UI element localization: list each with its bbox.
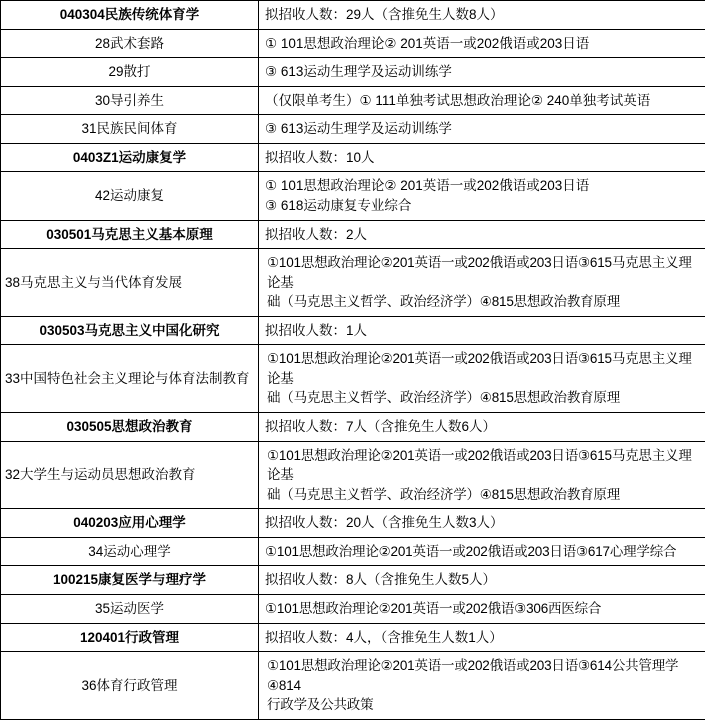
major-name-cell: 030501马克思主义基本原理 <box>1 220 259 249</box>
direction-cell: 38马克思主义与当代体育发展 <box>1 249 259 317</box>
table-row <box>1 509 705 538</box>
table-row <box>1 58 705 87</box>
detail-line: 拟招收人数：8人（含推免生人数5人） <box>265 570 699 590</box>
detail-line: 拟招收人数：7人（含推免生人数6人） <box>265 417 699 437</box>
detail-cell <box>259 29 705 58</box>
direction-cell: 33中国特色社会主义理论与体育法制教育 <box>1 345 259 413</box>
direction-cell: 36体育行政管理 <box>1 652 259 720</box>
direction-cell: 29散打 <box>1 58 259 87</box>
table-row <box>1 316 705 345</box>
detail-line: 拟招收人数：2人 <box>265 225 699 245</box>
major-name-cell: 040304民族传统体育学 <box>1 1 259 30</box>
table-row <box>1 172 705 220</box>
detail-line: 拟招收人数：1人 <box>265 321 699 341</box>
table-row <box>1 441 705 509</box>
direction-cell: 31民族民间体育 <box>1 115 259 144</box>
detail-line: 拟招收人数：29人（含推免生人数8人） <box>265 5 699 25</box>
detail-line: ③ 613运动生理学及运动训练学 <box>265 62 699 82</box>
detail-cell <box>259 115 705 144</box>
detail-line: ③ 613运动生理学及运动训练学 <box>265 119 699 139</box>
detail-cell <box>259 1 705 30</box>
detail-cell <box>259 220 705 249</box>
major-name-cell: 0403Z1运动康复学 <box>1 143 259 172</box>
detail-line: （仅限单考生）① 111单独考试思想政治理论② 240单独考试英语 <box>265 91 699 111</box>
detail-line: 行政学及公共政策 <box>267 695 699 715</box>
table-row <box>1 566 705 595</box>
detail-line: 础（马克思主义哲学、政治经济学）④815思想政治教育原理 <box>267 485 699 505</box>
major-name-cell: 120401行政管理 <box>1 623 259 652</box>
table-row <box>1 345 705 413</box>
detail-line: ①101思想政治理论②201英语一或202俄语或203日语③617心理学综合 <box>265 542 699 562</box>
direction-cell: 30导引养生 <box>1 86 259 115</box>
detail-cell <box>259 509 705 538</box>
detail-cell <box>259 143 705 172</box>
table-row <box>1 1 705 30</box>
table-row <box>1 413 705 442</box>
table-row <box>1 594 705 623</box>
detail-line: 础（马克思主义哲学、政治经济学）④815思想政治教育原理 <box>267 388 699 408</box>
table-row <box>1 537 705 566</box>
direction-cell: 35运动医学 <box>1 594 259 623</box>
detail-cell <box>259 594 705 623</box>
table-row <box>1 143 705 172</box>
major-name-cell: 030505思想政治教育 <box>1 413 259 442</box>
detail-cell <box>259 172 705 220</box>
detail-cell <box>259 441 705 509</box>
detail-line: ① 101思想政治理论② 201英语一或202俄语或203日语 <box>265 34 699 54</box>
detail-cell <box>259 345 705 413</box>
direction-cell: 28武术套路 <box>1 29 259 58</box>
major-name-cell: 100215康复医学与理疗学 <box>1 566 259 595</box>
table-row <box>1 86 705 115</box>
detail-cell <box>259 652 705 720</box>
detail-line: 拟招收人数：20人（含推免生人数3人） <box>265 513 699 533</box>
table-row <box>1 623 705 652</box>
detail-cell <box>259 86 705 115</box>
direction-cell: 34运动心理学 <box>1 537 259 566</box>
table-row <box>1 652 705 720</box>
major-name-cell: 030503马克思主义中国化研究 <box>1 316 259 345</box>
direction-cell: 32大学生与运动员思想政治教育 <box>1 441 259 509</box>
detail-line: ③ 618运动康复专业综合 <box>265 196 699 216</box>
detail-line: ①101思想政治理论②201英语一或202俄语③306西医综合 <box>265 599 699 619</box>
detail-cell <box>259 413 705 442</box>
detail-line: ①101思想政治理论②201英语一或202俄语或203日语③614公共管理学④814 <box>267 656 699 695</box>
detail-cell <box>259 316 705 345</box>
detail-cell <box>259 58 705 87</box>
major-name-cell: 040203应用心理学 <box>1 509 259 538</box>
detail-line: ① 101思想政治理论② 201英语一或202俄语或203日语 <box>265 176 699 196</box>
detail-cell <box>259 623 705 652</box>
detail-cell <box>259 566 705 595</box>
table-row <box>1 220 705 249</box>
detail-cell <box>259 249 705 317</box>
detail-line: 拟招收人数：4人，（含推免生人数1人） <box>265 628 699 648</box>
table-row <box>1 29 705 58</box>
detail-line: 础（马克思主义哲学、政治经济学）④815思想政治教育原理 <box>267 292 699 312</box>
detail-line: 拟招收人数：10人 <box>265 148 699 168</box>
direction-cell: 42运动康复 <box>1 172 259 220</box>
detail-line: ①101思想政治理论②201英语一或202俄语或203日语③615马克思主义理论基 <box>267 349 699 388</box>
detail-line: ①101思想政治理论②201英语一或202俄语或203日语③615马克思主义理论基 <box>267 253 699 292</box>
detail-line: ①101思想政治理论②201英语一或202俄语或203日语③615马克思主义理论基 <box>267 446 699 485</box>
detail-cell <box>259 537 705 566</box>
table-row <box>1 249 705 317</box>
table-row <box>1 115 705 144</box>
admissions-table-body <box>1 1 705 720</box>
